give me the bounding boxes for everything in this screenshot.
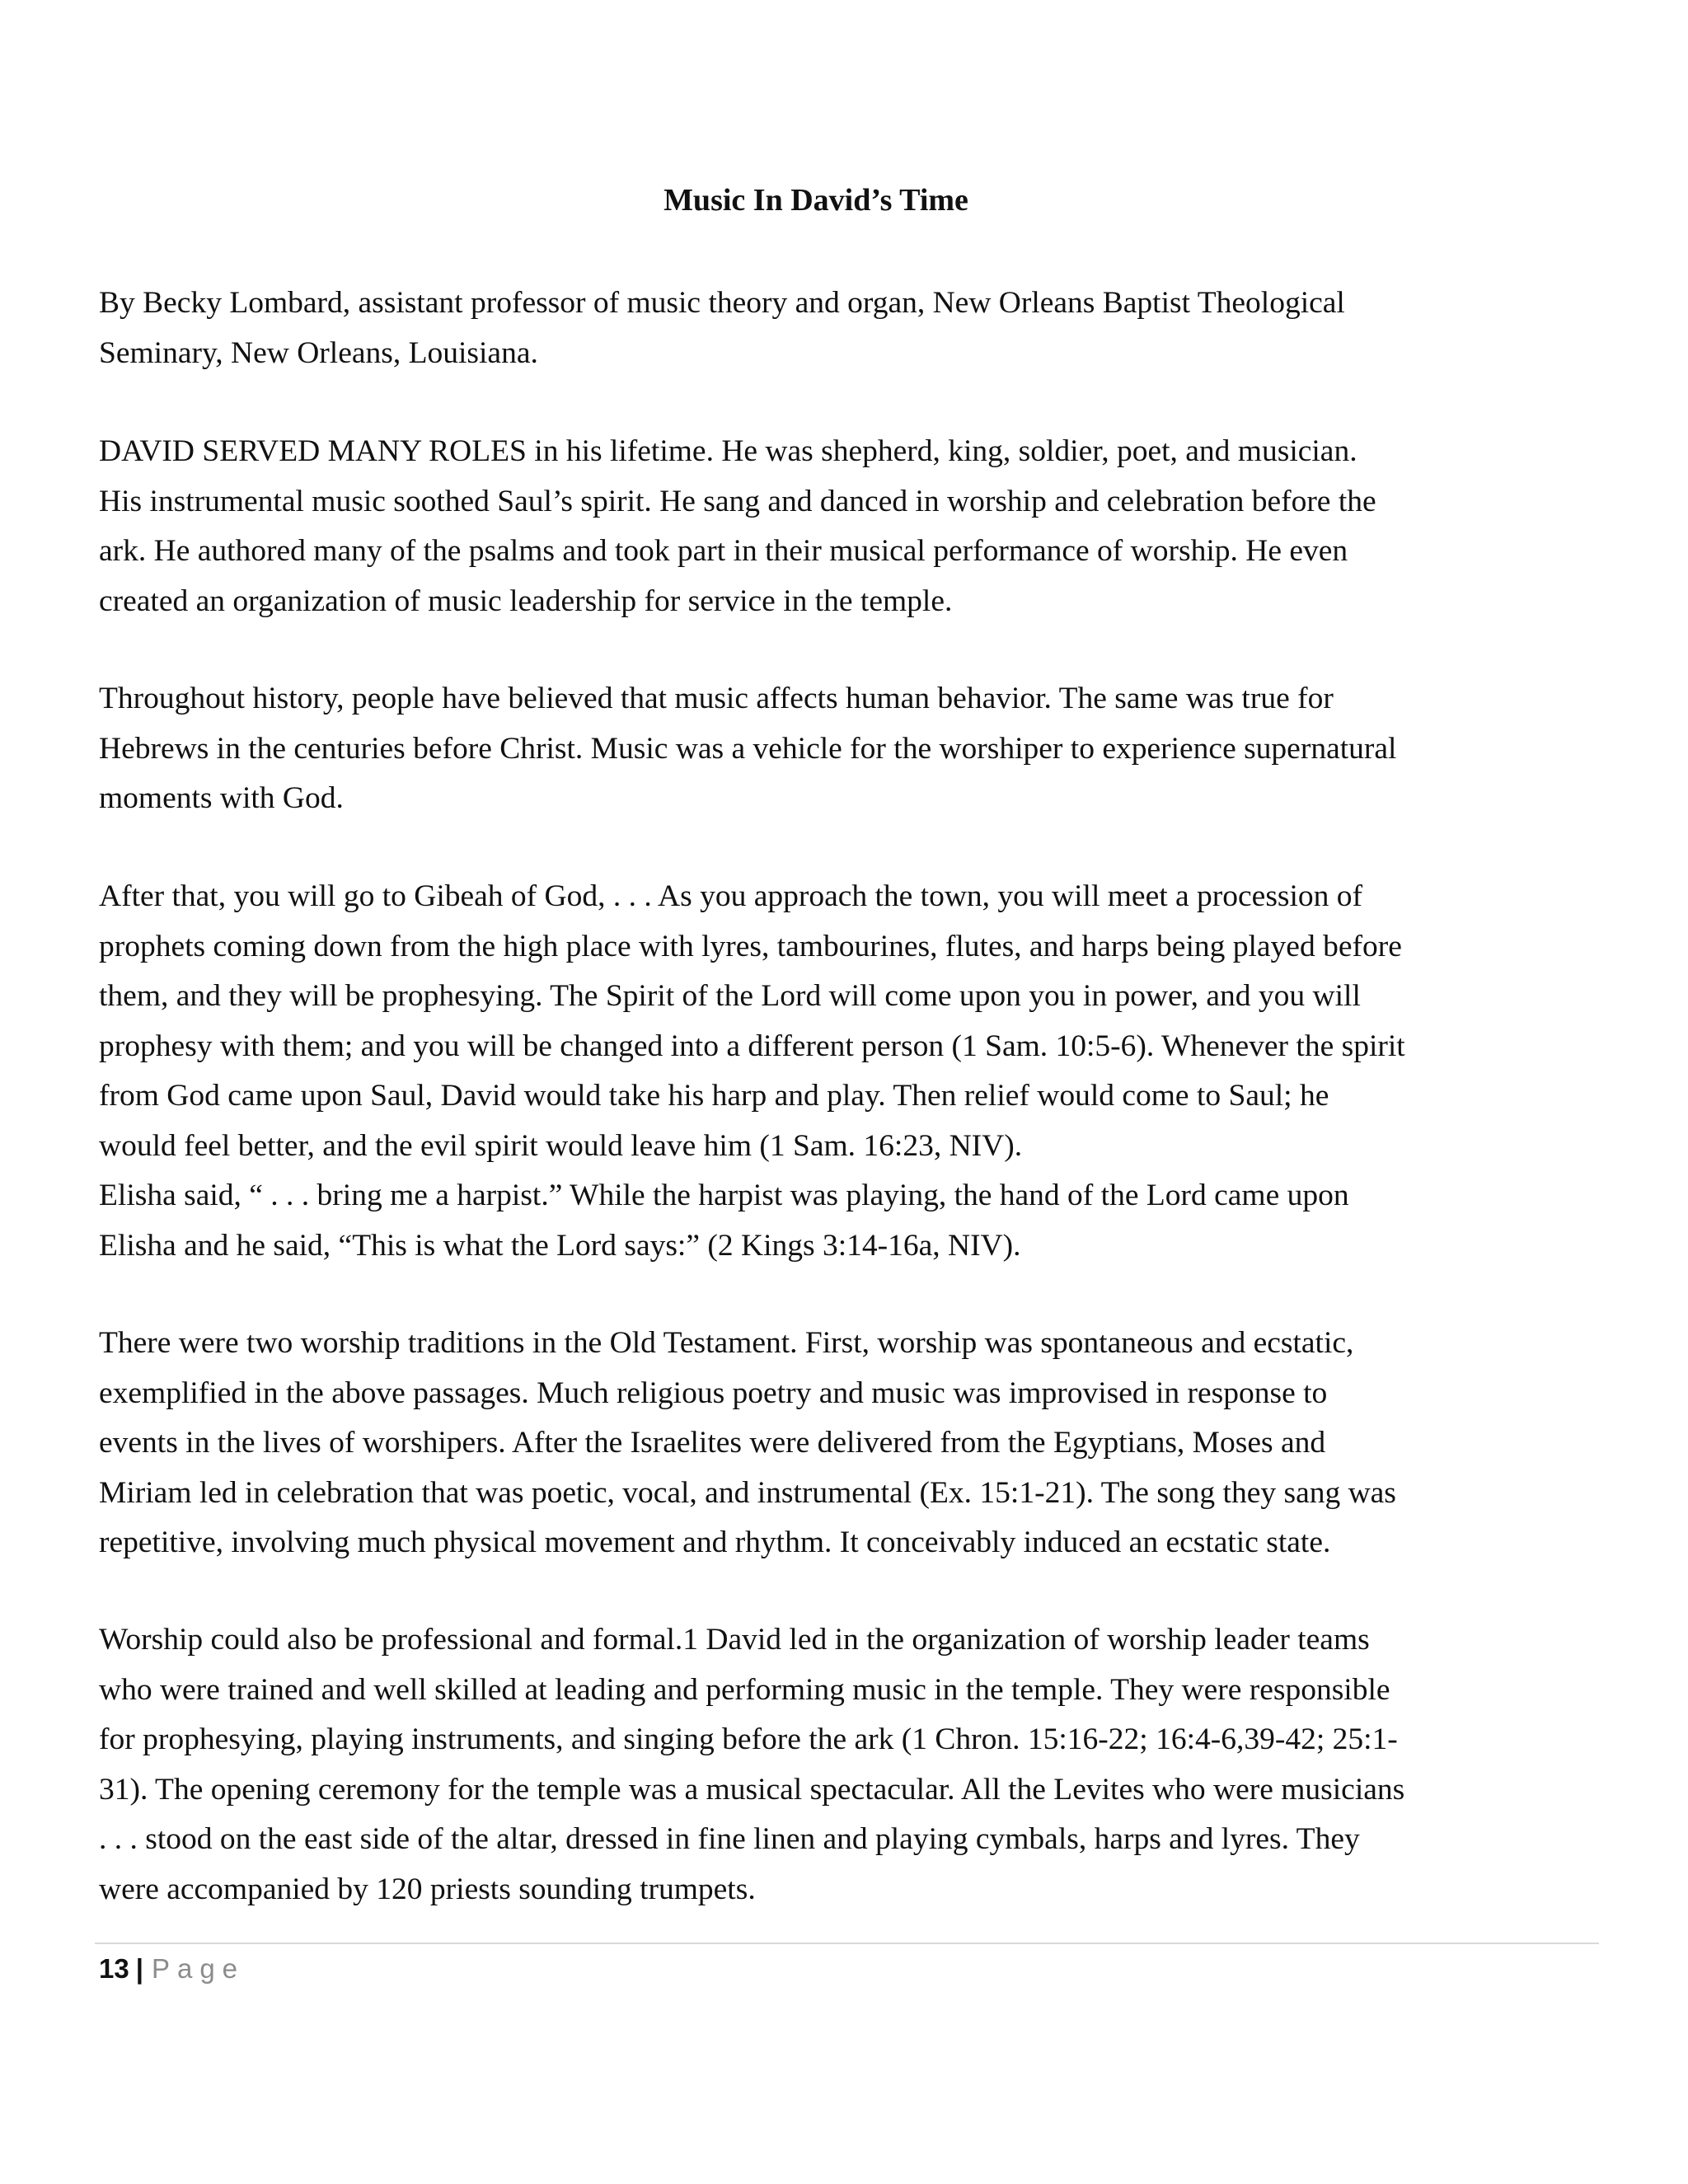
text-line: . . . stood on the east side of the altar, dressed in fine linen and playing cymbals, harps and lyres. They	[99, 1822, 1360, 1856]
footer-separator: |	[135, 1953, 143, 1984]
paragraph-history	[99, 674, 1533, 824]
page-footer	[99, 1952, 245, 1986]
text-line: from God came upon Saul, David would take his harp and play. Then relief would come to Saul; he	[99, 1079, 1329, 1113]
text-line: ark. He authored many of the psalms and took part in their musical performance of worship. He even	[99, 534, 1348, 568]
text-line: After that, you will go to Gibeah of God, . . . As you approach the town, you will meet a procession of	[99, 879, 1363, 913]
footer-divider	[95, 1943, 1599, 1944]
paragraph-traditions	[99, 1319, 1533, 1568]
paragraph-byline	[99, 279, 1533, 378]
text-line: 31). The opening ceremony for the temple was a musical spectacular. All the Levites who were musicians	[99, 1772, 1405, 1807]
text-line: Hebrews in the centuries before Christ. Music was a vehicle for the worshiper to experience supernatural	[99, 731, 1397, 766]
text-line: Throughout history, people have believed that music affects human behavior. The same was true for	[99, 682, 1334, 715]
text-line: moments with God.	[99, 781, 344, 815]
text-line: Elisha said, “ . . . bring me a harpist.” While the harpist was playing, the hand of the Lord came upon	[99, 1179, 1349, 1212]
text-line: By Becky Lombard, assistant professor of music theory and organ, New Orleans Baptist Theological	[99, 286, 1345, 320]
text-line: Miriam led in celebration that was poetic, vocal, and instrumental (Ex. 15:1-21). The song they sang was	[99, 1475, 1396, 1510]
text-line: prophesy with them; and you will be changed into a different person (1 Sam. 10:5-6). Whenever the spirit	[99, 1029, 1405, 1063]
paragraph-intro	[99, 427, 1533, 626]
text-line: DAVID SERVED MANY ROLES in his lifetime. He was shepherd, king, soldier, poet, and musician.	[99, 434, 1357, 468]
text-line: exemplified in the above passages. Much religious poetry and music was improvised in response to	[99, 1376, 1328, 1410]
text-line: repetitive, involving much physical movement and rhythm. It conceivably induced an ecstatic state.	[99, 1526, 1331, 1559]
text-line: for prophesying, playing instruments, and singing before the ark (1 Chron. 15:16-22; 16:4-6,39-42; 25:1-	[99, 1722, 1398, 1756]
text-line: who were trained and well skilled at leading and performing music in the temple. They were responsible	[99, 1672, 1390, 1707]
text-line: events in the lives of worshipers. After the Israelites were delivered from the Egyptians, Moses and	[99, 1426, 1326, 1460]
paragraph-formal-worship	[99, 1615, 1533, 1915]
text-line: Worship could also be professional and formal.1 David led in the organization of worship leader teams	[99, 1623, 1370, 1657]
text-line: Seminary, New Orleans, Louisiana.	[99, 335, 538, 370]
text-line: them, and they will be prophesying. The Spirit of the Lord will come upon you in power, and you will	[99, 979, 1361, 1013]
text-line: Elisha and he said, “This is what the Lord says:” (2 Kings 3:14-16a, NIV).	[99, 1228, 1021, 1263]
text-line: created an organization of music leadership for service in the temple.	[99, 583, 953, 618]
document-title: Music In David’s Time	[663, 183, 968, 218]
page-number: 13	[99, 1953, 129, 1984]
paragraph-scripture	[99, 872, 1533, 1271]
text-line: would feel better, and the evil spirit would leave him (1 Sam. 16:23, NIV).	[99, 1128, 1023, 1163]
page-label: Page	[151, 1953, 246, 1984]
text-line: prophets coming down from the high place with lyres, tambourines, flutes, and harps being played before	[99, 929, 1402, 963]
text-line: were accompanied by 120 priests sounding trumpets.	[99, 1872, 756, 1906]
text-line: There were two worship traditions in the Old Testament. First, worship was spontaneous and ecstatic,	[99, 1326, 1354, 1360]
text-line: His instrumental music soothed Saul’s spirit. He sang and danced in worship and celebration before the	[99, 484, 1376, 518]
